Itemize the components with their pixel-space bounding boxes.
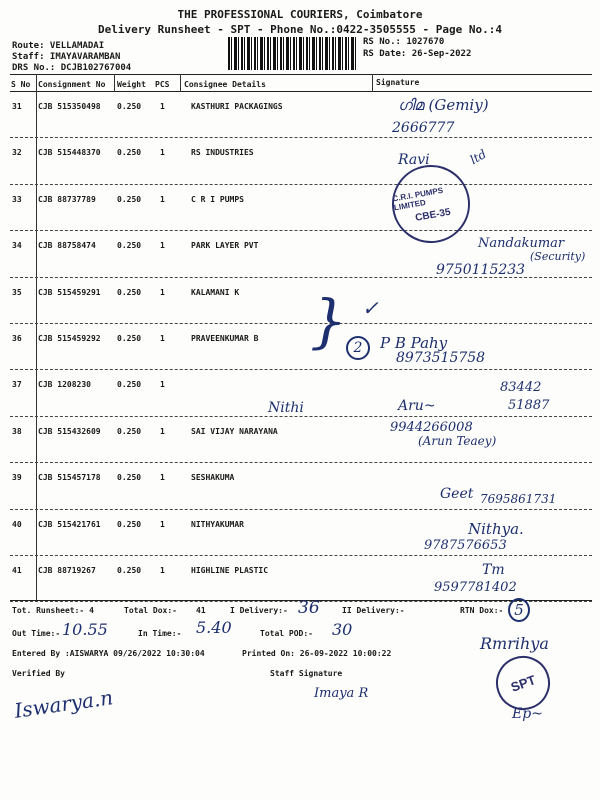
printed-on: Printed On: 26-09-2022 10:00:22 (242, 649, 392, 658)
row-consignee: PRAVEENKUMAR B (191, 334, 259, 343)
row-weight: 0.250 (117, 102, 142, 111)
verified-by-label: Verified By (12, 669, 65, 678)
out-time-label: Out Time:- (12, 629, 61, 638)
row-consignee: NITHYAKUMAR (191, 519, 244, 529)
row-consignment-no: CJB 515448370 (38, 148, 101, 158)
column-header-pcs: PCS (155, 80, 170, 89)
i-delivery-value: 36 (298, 598, 320, 618)
row-divider (36, 185, 37, 231)
handwritten-phone: 9597781402 (434, 580, 517, 595)
handwritten-signature: Rmrihya (480, 634, 549, 653)
row-consignment-no: CJB 515459292 (38, 334, 101, 343)
row-sno: 39 (12, 473, 22, 483)
rs-date: RS Date: 26-Sep-2022 (363, 49, 472, 59)
handwritten-phone: 9944266008 (390, 420, 473, 435)
row-weight: 0.250 (117, 194, 142, 204)
barcode-image (228, 37, 356, 70)
row-sno: 32 (12, 148, 22, 158)
row-sno: 35 (12, 287, 22, 297)
row-consignment-no: CJB 88737789 (38, 194, 96, 204)
handwritten-signature: Ravi (398, 152, 430, 168)
col-divider (114, 74, 115, 92)
handwritten-name: Nandakumar (478, 236, 565, 251)
handwritten-note: (Security) (530, 250, 586, 263)
rtn-dox-label: RTN Dox:- (460, 606, 504, 615)
staff-signature-handwritten: Imaya R (314, 686, 369, 701)
rtn-dox-value: 5 (508, 598, 530, 622)
in-time-label: In Time:- (138, 629, 182, 638)
row-sno: 31 (12, 102, 22, 111)
row-separator (10, 323, 592, 324)
row-weight: 0.250 (117, 519, 142, 529)
document-subtitle: Delivery Runsheet - SPT - Phone No.:0422-3505555 - Page No.:4 (98, 23, 502, 36)
row-separator (10, 509, 592, 510)
row-pcs: 1 (160, 426, 165, 436)
handwritten-tick: ✓ (362, 296, 379, 320)
row-pcs: 1 (160, 241, 165, 251)
row-divider (36, 370, 37, 416)
total-dox-value: 41 (196, 606, 206, 615)
row-consignment-no: CJB 515350498 (38, 102, 101, 111)
row-sno: 38 (12, 426, 22, 436)
row-divider (36, 231, 37, 277)
handwritten-phone: 9750115233 (436, 262, 526, 278)
row-weight: 0.250 (117, 334, 142, 343)
col-divider (180, 74, 181, 92)
handwritten-signature: Geet (440, 486, 474, 502)
row-weight: 0.250 (117, 287, 142, 297)
handwritten-number: 83442 (500, 380, 542, 395)
total-dox-label: Total Dox:- (124, 606, 177, 615)
table-header-border (10, 91, 592, 92)
row-consignee: KASTHURI PACKAGINGS (191, 102, 283, 111)
row-weight: 0.250 (117, 380, 142, 390)
row-pcs: 1 (160, 287, 165, 297)
total-pod-label: Total POD:- (260, 629, 313, 638)
column-header-sno: S No (11, 80, 31, 89)
row-pcs: 1 (160, 380, 165, 390)
row-consignment-no: CJB 88719267 (38, 566, 96, 575)
row-consignment-no: CJB 1208230 (38, 380, 91, 390)
row-sno: 33 (12, 194, 22, 204)
handwritten-circle-mark: 2 (346, 336, 370, 360)
row-consignee: HIGHLINE PLASTIC (191, 566, 269, 575)
row-divider (36, 556, 37, 602)
column-header-consignee: Consignee Details (184, 80, 266, 89)
handwritten-signature: Aru~ (398, 398, 436, 414)
handwritten-signature: Ep~ (512, 706, 543, 722)
row-sno: 34 (12, 241, 22, 251)
row-sno: 37 (12, 380, 22, 390)
handwritten-name: P B Pahy (380, 334, 448, 352)
row-weight: 0.250 (117, 241, 142, 251)
handwritten-name: Nithya. (468, 520, 524, 538)
out-time-value: 10.55 (62, 620, 108, 639)
route-label: Route: VELLAMADAI (12, 41, 105, 51)
row-sno: 36 (12, 334, 22, 343)
total-pod-value: 30 (332, 620, 353, 639)
handwritten-phone: 2666777 (392, 120, 455, 136)
row-divider (36, 463, 37, 509)
row-divider (36, 92, 37, 138)
row-sno: 41 (12, 566, 22, 575)
handwritten-name: Nithi (268, 400, 304, 416)
row-separator (10, 184, 592, 185)
row-separator (10, 369, 592, 370)
row-consignee: C R I PUMPS (191, 194, 244, 204)
row-sno: 40 (12, 519, 22, 529)
handwritten-name: (Arun Teaey) (418, 434, 497, 448)
handwritten-signature: Tm (482, 562, 505, 578)
row-pcs: 1 (160, 334, 165, 343)
row-separator (10, 462, 592, 463)
row-pcs: 1 (160, 148, 165, 158)
row-divider (36, 278, 37, 324)
row-weight: 0.250 (117, 566, 142, 575)
row-consignment-no: CJB 515459291 (38, 287, 101, 297)
staff-signature-label: Staff Signature (270, 669, 343, 678)
row-consignment-no: CJB 515432609 (38, 426, 101, 436)
ii-delivery-label: II Delivery:- (342, 606, 405, 615)
row-weight: 0.250 (117, 426, 142, 436)
rs-number: RS No.: 1027670 (363, 37, 445, 47)
column-header-weight: Weight (117, 80, 146, 89)
row-pcs: 1 (160, 566, 165, 575)
row-consignee: SESHAKUMA (191, 473, 235, 483)
row-separator (10, 230, 592, 231)
total-runsheet: Tot. Runsheet:- 4 (12, 606, 94, 615)
row-separator (10, 555, 592, 556)
row-consignee: SAI VIJAY NARAYANA (191, 426, 278, 436)
row-consignment-no: CJB 515421761 (38, 519, 101, 529)
row-consignment-no: CJB 515457178 (38, 473, 101, 483)
table-top-border (10, 74, 592, 75)
row-weight: 0.250 (117, 473, 142, 483)
row-separator (10, 137, 592, 138)
spt-stamp: SPT (488, 648, 557, 717)
row-consignee: RS INDUSTRIES (191, 148, 254, 158)
handwritten-phone: 8973515758 (396, 350, 486, 366)
drs-number: DRS No.: DCJB102767004 (12, 63, 132, 73)
column-header-signature: Signature (376, 78, 420, 87)
handwritten-signature: ltd (467, 146, 489, 168)
handwritten-number: 51887 (508, 398, 550, 413)
handwritten-brace: } (310, 287, 347, 355)
col-divider (36, 74, 37, 92)
col-divider (372, 74, 373, 92)
in-time-value: 5.40 (196, 618, 232, 637)
column-header-consignment: Consignment No (38, 80, 106, 89)
row-divider (36, 510, 37, 556)
row-weight: 0.250 (117, 148, 142, 158)
row-divider (36, 324, 37, 370)
handwritten-phone: 9787576653 (424, 538, 507, 553)
i-delivery-label: I Delivery:- (230, 606, 288, 615)
verifier-signature: Iswarya.n (12, 685, 115, 723)
row-consignment-no: CJB 88758474 (38, 241, 96, 251)
entered-by: Entered By :AISWARYA 09/26/2022 10:30:04 (12, 649, 205, 658)
company-seal-stamp: C.R.I. PUMPS LIMITED CBE-35 (386, 159, 476, 249)
row-pcs: 1 (160, 519, 165, 529)
row-consignee: PARK LAYER PVT (191, 241, 259, 251)
row-pcs: 1 (160, 473, 165, 483)
row-consignee: KALAMANI K (191, 287, 240, 297)
handwritten-signature: ഗിമ (Gemiy) (398, 96, 489, 114)
document-title: THE PROFESSIONAL COURIERS, Coimbatore (177, 8, 423, 21)
handwritten-phone: 7695861731 (480, 492, 557, 506)
row-pcs: 1 (160, 194, 165, 204)
staff-label: Staff: IMAYAVARAMBAN (12, 52, 121, 62)
row-divider (36, 138, 37, 184)
row-pcs: 1 (160, 102, 165, 111)
row-divider (36, 417, 37, 463)
